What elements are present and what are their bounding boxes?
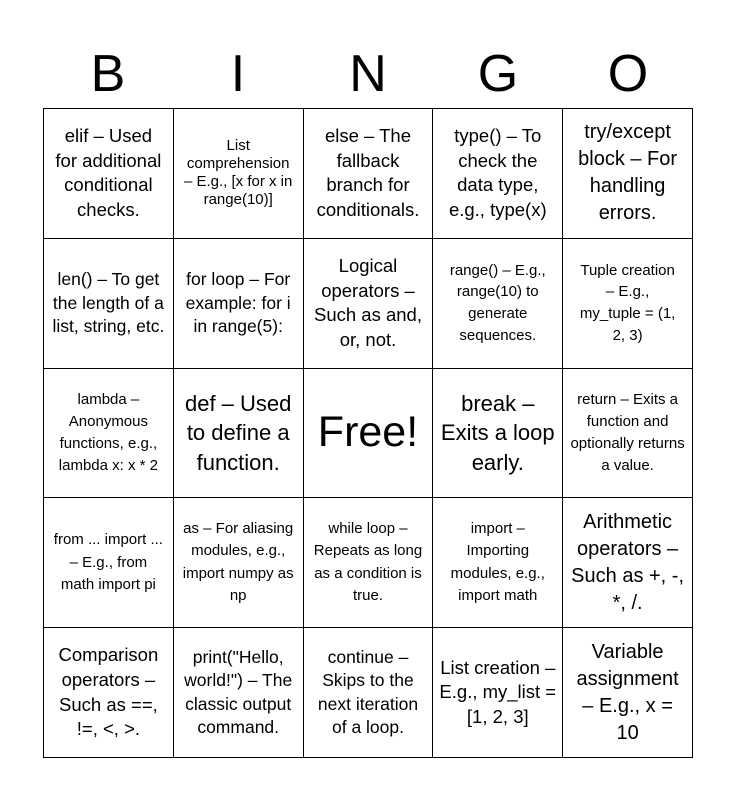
- bingo-cell[interactable]: [433, 628, 563, 758]
- bingo-cell[interactable]: [433, 109, 563, 239]
- cell-text: range() – E.g., range(10) to generate sequences.: [449, 261, 546, 344]
- cell-text: else – The fallback branch for conditionals.: [316, 125, 420, 220]
- cell-text: return – Exits a function and optionally returns a value.: [570, 391, 685, 474]
- cell-text: break – Exits a loop early.: [440, 391, 555, 475]
- cell-text: Variable assignment – E.g., x = 10: [576, 640, 679, 744]
- bingo-cell[interactable]: [174, 369, 304, 499]
- cell-text: len() – To get the length of a list, string, etc.: [52, 269, 165, 336]
- bingo-cell[interactable]: [44, 109, 174, 239]
- bingo-cell[interactable]: [563, 109, 693, 239]
- bingo-cell[interactable]: [433, 498, 563, 628]
- cell-text: for loop – For example: for i in range(5):: [185, 269, 291, 336]
- bingo-cell[interactable]: [304, 239, 434, 369]
- bingo-cell[interactable]: [304, 109, 434, 239]
- cell-text: print("Hello, world!") – The classic output command.: [184, 647, 293, 737]
- cell-text: def – Used to define a function.: [184, 391, 292, 475]
- bingo-cell[interactable]: [174, 628, 304, 758]
- bingo-cell[interactable]: [563, 628, 693, 758]
- bingo-cell[interactable]: [44, 239, 174, 369]
- bingo-cell[interactable]: [433, 369, 563, 499]
- header-letter-n: N: [349, 45, 387, 103]
- cell-text: type() – To check the data type, e.g., type(x): [448, 125, 547, 220]
- cell-text: Comparison operators – Such as ==, !=, <, >.: [58, 644, 159, 740]
- cell-text: lambda – Anonymous functions, e.g., lambda x: x * 2: [58, 391, 158, 474]
- header-letter-o: O: [607, 45, 649, 103]
- bingo-header: [43, 40, 693, 108]
- cell-text: as – For aliasing modules, e.g., import numpy as np: [182, 519, 294, 605]
- cell-text: elif – Used for additional conditional checks.: [55, 125, 162, 220]
- cell-text: Arithmetic operators – Such as +, -, *, /.: [571, 510, 685, 614]
- cell-text: from ... import ... – E.g., from math import pi: [53, 531, 163, 594]
- bingo-cell[interactable]: [174, 498, 304, 628]
- bingo-cell[interactable]: [44, 498, 174, 628]
- bingo-cell[interactable]: [174, 109, 304, 239]
- bingo-cell[interactable]: [44, 369, 174, 499]
- bingo-cell[interactable]: [563, 239, 693, 369]
- cell-text: continue – Skips to the next iteration of a loop.: [317, 647, 419, 737]
- cell-text: Tuple creation – E.g., my_tuple = (1, 2, 3): [579, 261, 676, 344]
- free-space[interactable]: [304, 369, 434, 499]
- cell-text: try/except block – For handling errors.: [578, 121, 678, 225]
- header-letter-i: I: [230, 45, 246, 103]
- header-letter-b: B: [90, 45, 126, 103]
- cell-text: List creation – E.g., my_list = [1, 2, 3]: [439, 656, 557, 727]
- cell-text: import – Importing modules, e.g., import math: [450, 519, 545, 605]
- bingo-cell[interactable]: [44, 628, 174, 758]
- bingo-cell[interactable]: [304, 628, 434, 758]
- cell-text: List comprehension – E.g., [x for x in range(10)]: [183, 137, 293, 209]
- bingo-cell[interactable]: [304, 498, 434, 628]
- free-space-label: Free!: [317, 408, 419, 457]
- bingo-cell[interactable]: [174, 239, 304, 369]
- bingo-cell[interactable]: [563, 498, 693, 628]
- bingo-cell[interactable]: [563, 369, 693, 499]
- header-letter-g: G: [477, 45, 519, 103]
- cell-text: Logical operators – Such as and, or, not.: [313, 255, 422, 350]
- cell-text: while loop – Repeats as long as a condition is true.: [313, 519, 423, 605]
- bingo-grid: [43, 108, 693, 758]
- bingo-cell[interactable]: [433, 239, 563, 369]
